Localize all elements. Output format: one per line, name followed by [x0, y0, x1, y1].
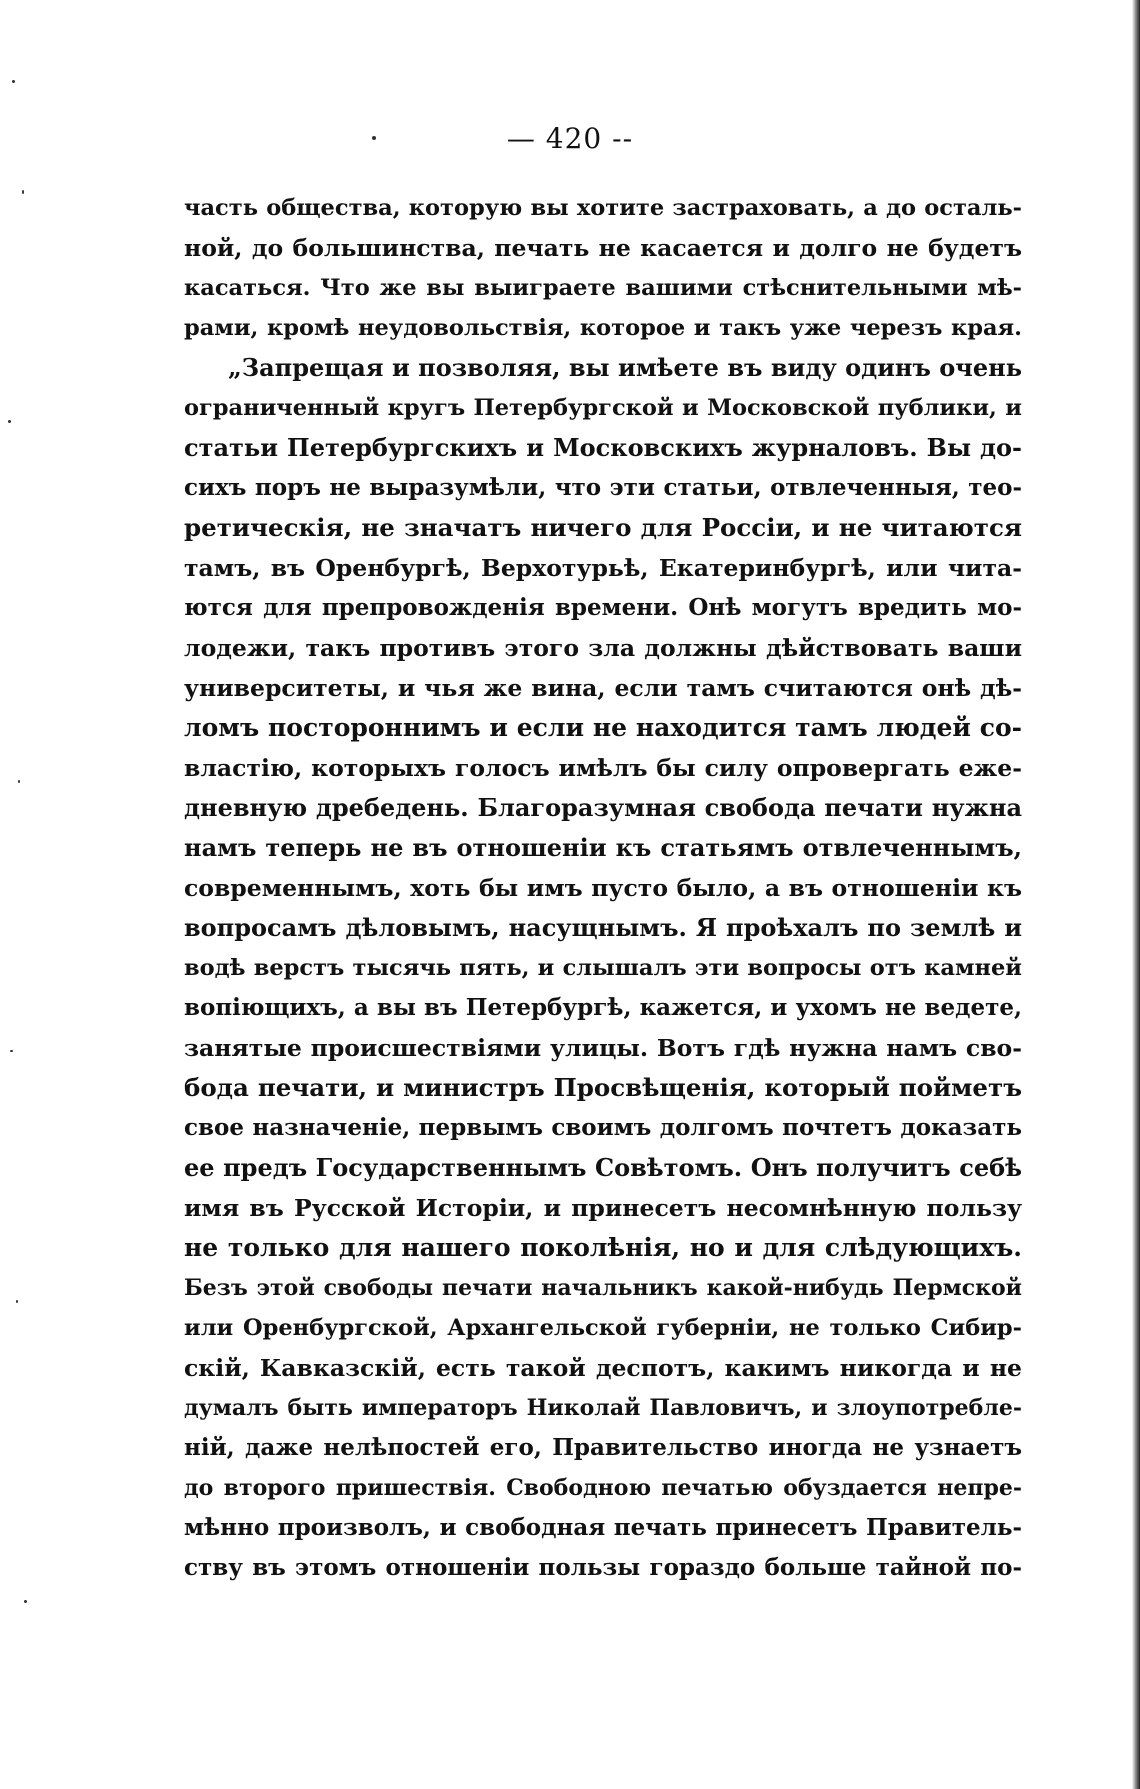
- text-line: властію, которыхъ голосъ имѣлъ бы силу опровергать еже-: [184, 754, 1022, 782]
- text-line: дневную дребедень. Благоразумная свобода печати нужна: [184, 793, 1022, 822]
- scan-speck: [10, 1050, 13, 1052]
- scan-speck: [16, 1300, 18, 1303]
- text-line: ются для препровожденія времени. Онѣ могутъ вредить мо-: [184, 594, 1022, 621]
- text-line: сихъ поръ не выразумѣли, что эти статьи, отвлеченныя, тео-: [184, 474, 1022, 501]
- text-line: ству въ этомъ отношеніи пользы гораздо больше тайной по-: [184, 1554, 1022, 1581]
- text-line: статьи Петербургскихъ и Московскихъ журналовъ. Вы до-: [184, 433, 1022, 462]
- text-line: намъ теперь не въ отношеніи къ статьямъ отвлеченнымъ,: [184, 833, 1022, 862]
- text-line: часть общества, которую вы хотите застраховать, а до осталь-: [184, 195, 1022, 221]
- text-line: занятые происшествіями улицы. Вотъ гдѣ нужна намъ сво-: [184, 1034, 1022, 1062]
- text-line: или Оренбургской, Архангельской губерніи, не только Сибир-: [184, 1315, 1022, 1341]
- body-text: [184, 188, 1022, 1588]
- text-line: ной, до большинства, печать не касается и долго не будетъ: [184, 234, 1022, 262]
- text-line: скій, Кавказскій, есть такой деспотъ, какимъ никогда и не: [184, 1354, 1022, 1382]
- text-line: водѣ верстъ тысячь пять, и слышалъ эти вопросы отъ камней: [184, 955, 1022, 981]
- text-line: вопіющихъ, а вы въ Петербургѣ, кажется, и ухомъ не ведете,: [184, 994, 1022, 1021]
- text-line: университеты, и чья же вина, если тамъ считаются онѣ дѣ-: [184, 674, 1022, 702]
- text-line: мѣнно произволъ, и свободная печать принесетъ Правитель-: [184, 1514, 1022, 1541]
- text-line: ограниченный кругъ Петербургской и Московской публики, и: [184, 395, 1022, 421]
- scan-speck: [18, 780, 20, 783]
- text-line: свое назначеніе, первымъ своимъ долгомъ почтетъ доказать: [184, 1114, 1022, 1141]
- text-line: ретическія, не значатъ ничего для Россіи, и не читаются: [184, 513, 1022, 542]
- scan-speck: [12, 80, 15, 83]
- scan-speck: [24, 1600, 27, 1603]
- text-line: не только для нашего поколѣнія, но и для слѣдующихъ.: [184, 1233, 1022, 1262]
- text-line: Безъ этой свободы печати начальникъ какой-нибудь Пермской: [184, 1275, 1022, 1301]
- text-line: вопросамъ дѣловымъ, насущнымъ. Я проѣхалъ по землѣ и: [184, 913, 1022, 942]
- text-line: лодежи, такъ противъ этого зла должны дѣйствовать ваши: [184, 634, 1022, 662]
- scan-speck: [8, 420, 11, 423]
- text-line: ній, даже нелѣпостей его, Правительство иногда не узнаетъ: [184, 1434, 1022, 1461]
- text-line: рами, кромѣ неудовольствія, которое и такъ уже черезъ края.: [184, 315, 1022, 341]
- text-line: бода печати, и министръ Просвѣщенія, который пойметъ: [184, 1073, 1022, 1102]
- page-number: — 420 --: [506, 122, 634, 155]
- text-line: до второго пришествія. Свободною печатью обуздается непре-: [184, 1475, 1022, 1501]
- text-line: касаться. Что же вы выиграете вашими стѣснительными мѣ-: [184, 275, 1022, 301]
- text-line: „Запрещая и позволяя, вы имѣете въ виду одинъ очень: [228, 353, 1022, 382]
- text-line: ее предъ Государственнымъ Совѣтомъ. Онъ получитъ себѣ: [184, 1153, 1022, 1182]
- page-edge-shadow: [1132, 0, 1140, 1789]
- text-line: имя въ Русской Исторіи, и принесетъ несомнѣнную пользу: [184, 1194, 1022, 1222]
- text-line: думалъ быть императоръ Николай Павловичъ, и злоупотребле-: [184, 1395, 1022, 1421]
- scan-speck: [22, 190, 24, 194]
- text-line: ломъ постороннимъ и если не находится тамъ людей со-: [184, 713, 1022, 742]
- text-line: тамъ, въ Оренбургѣ, Верхотурьѣ, Екатеринбургѣ, или чита-: [184, 554, 1022, 582]
- text-line: современнымъ, хоть бы имъ пусто было, а въ отношеніи къ: [184, 874, 1022, 902]
